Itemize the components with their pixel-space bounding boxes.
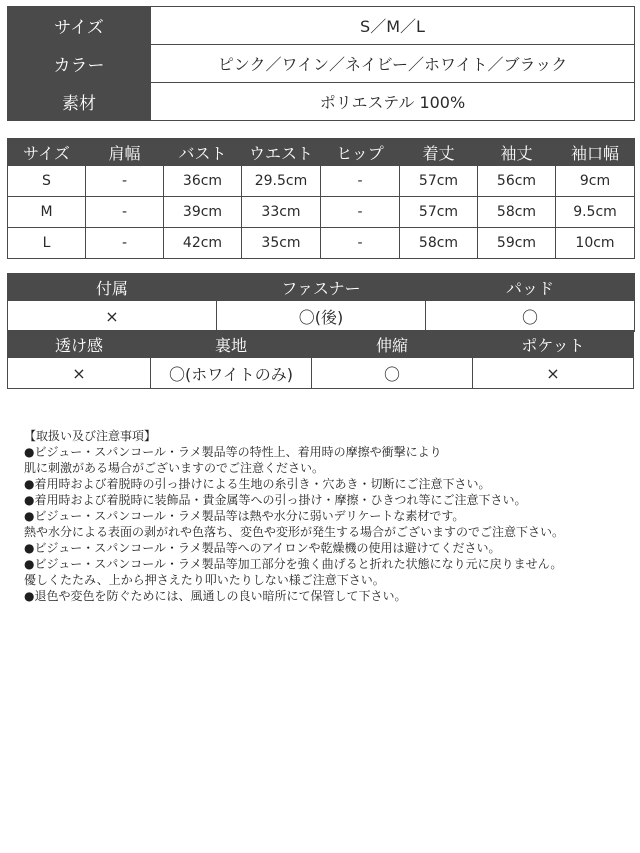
col-header-sleeve-length: 袖丈 <box>478 139 556 166</box>
product-info-table <box>7 6 635 121</box>
size-value: S／M／L <box>151 7 635 45</box>
material-value: ポリエステル 100% <box>151 83 635 121</box>
table-cell: - <box>86 228 164 259</box>
table-cell: 36cm <box>164 166 242 197</box>
size-chart-header-row <box>8 139 635 166</box>
details-table <box>7 330 473 389</box>
care-note-line: ●退色や変色を防ぐためには、風通しの良い暗所にて保管して下さい。 <box>24 589 407 603</box>
table-cell: 59cm <box>478 228 556 259</box>
table-cell: 58cm <box>400 228 478 259</box>
care-note-line: ●ビジュー・スパンコール・ラメ製品等加工部分を強く曲げると折れた状態になり元に戻りません。 <box>24 557 563 571</box>
table-cell: - <box>321 166 400 197</box>
table-cell: S <box>8 166 86 197</box>
pocket-value-row <box>473 358 634 389</box>
details-header-row-a <box>8 331 473 358</box>
col-header-hip: ヒップ <box>321 139 400 166</box>
col-header-zipper: ファスナー <box>217 274 426 301</box>
table-row <box>8 166 635 197</box>
table-cell: L <box>8 228 86 259</box>
color-label: カラー <box>8 45 151 83</box>
zipper-value: 〇(後) <box>217 301 426 332</box>
care-note-line: ●着用時および着脱時の引っ掛けによる生地の糸引き・穴あき・切断にご注意下さい。 <box>24 477 491 491</box>
accessories-header-row <box>8 274 635 301</box>
info-row-size <box>8 7 635 45</box>
table-row <box>8 197 635 228</box>
table-cell: 39cm <box>164 197 242 228</box>
table-cell: 33cm <box>242 197 321 228</box>
sheerness-value: × <box>8 358 151 389</box>
table-cell: 29.5cm <box>242 166 321 197</box>
col-header-bust: バスト <box>164 139 242 166</box>
col-header-lining: 裏地 <box>151 331 312 358</box>
size-label: サイズ <box>8 7 151 45</box>
table-cell: - <box>321 228 400 259</box>
pocket-header-row <box>473 331 634 358</box>
table-cell: 57cm <box>400 197 478 228</box>
accessories-value: × <box>8 301 217 332</box>
col-header-sheerness: 透け感 <box>8 331 151 358</box>
table-row <box>8 228 635 259</box>
care-note-line: ●ビジュー・スパンコール・ラメ製品等の特性上、着用時の摩擦や衝撃により <box>24 445 442 459</box>
table-cell: 42cm <box>164 228 242 259</box>
col-header-cuff-width: 袖口幅 <box>556 139 635 166</box>
table-cell: 57cm <box>400 166 478 197</box>
details-value-row-a <box>8 358 473 389</box>
accessories-table <box>7 273 635 332</box>
table-cell: 9.5cm <box>556 197 635 228</box>
table-cell: - <box>321 197 400 228</box>
table-cell: 9cm <box>556 166 635 197</box>
table-cell: 58cm <box>478 197 556 228</box>
material-label: 素材 <box>8 83 151 121</box>
col-header-accessories: 付属 <box>8 274 217 301</box>
lining-value: 〇(ホワイトのみ) <box>151 358 312 389</box>
pocket-table <box>472 330 634 389</box>
care-note-line: 優しくたたみ、上から押さえたり叩いたりしない様ご注意下さい。 <box>24 573 385 587</box>
pad-value: 〇 <box>426 301 635 332</box>
accessories-value-row <box>8 301 635 332</box>
care-note-line: ●着用時および着脱時に装飾品・貴金属等への引っ掛け・摩擦・ひきつれ等にご注意下さい。 <box>24 493 527 507</box>
info-row-material <box>8 83 635 121</box>
col-header-size: サイズ <box>8 139 86 166</box>
table-cell: - <box>86 197 164 228</box>
table-cell: - <box>86 166 164 197</box>
table-cell: M <box>8 197 86 228</box>
col-header-length: 着丈 <box>400 139 478 166</box>
info-row-color <box>8 45 635 83</box>
color-value: ピンク／ワイン／ネイビー／ホワイト／ブラック <box>151 45 635 83</box>
table-cell: 10cm <box>556 228 635 259</box>
col-header-stretch: 伸縮 <box>312 331 473 358</box>
size-chart-table <box>7 138 635 259</box>
col-header-waist: ウエスト <box>242 139 321 166</box>
care-note-line: ●ビジュー・スパンコール・ラメ製品等は熱や水分に弱いデリケートな素材です。 <box>24 509 465 523</box>
table-cell: 35cm <box>242 228 321 259</box>
care-note-line: ●ビジュー・スパンコール・ラメ製品等へのアイロンや乾燥機の使用は避けてください。 <box>24 541 501 555</box>
col-header-shoulder: 肩幅 <box>86 139 164 166</box>
care-note-line: 肌に刺激がある場合がございますのでご注意ください。 <box>24 461 325 475</box>
pocket-value: × <box>473 358 634 389</box>
care-note-line: 熱や水分による表面の剥がれや色落ち、変色や変形が発生する場合がございますのでご注意下さい。 <box>24 525 565 539</box>
care-notes <box>24 428 624 604</box>
col-header-pad: パッド <box>426 274 635 301</box>
care-notes-heading: 【取扱い及び注意事項】 <box>24 429 157 443</box>
stretch-value: 〇 <box>312 358 473 389</box>
col-header-pocket: ポケット <box>473 331 634 358</box>
table-cell: 56cm <box>478 166 556 197</box>
